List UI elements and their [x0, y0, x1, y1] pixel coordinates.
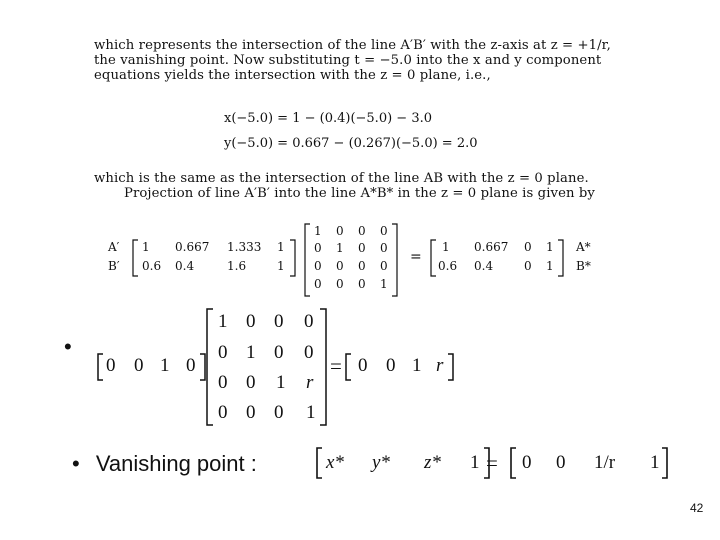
matrix-cell: 0: [314, 277, 322, 291]
equals-sign: =: [486, 451, 498, 475]
matrix-cell: 0: [274, 402, 284, 423]
matrix-cell: 1: [306, 402, 316, 423]
label-b-prime: B′: [108, 259, 120, 273]
matrix-cell: 1: [442, 240, 450, 254]
matrix-cell: 0: [358, 224, 366, 238]
vp-result-cell: 0: [556, 452, 566, 473]
matrix-cell: 0.6: [438, 259, 458, 273]
vanishing-point-equation: [314, 446, 684, 480]
matrix-cell: r: [306, 372, 314, 393]
matrix-cell: 0: [380, 241, 388, 255]
matrix-cell: 0.667: [175, 240, 210, 254]
matrix-cell: 0.4: [175, 259, 195, 273]
matrix-cell: 1: [380, 277, 388, 291]
matrix-cell: 0: [314, 259, 322, 273]
paragraph-1-line: which represents the intersection of the line A′B′ with the z-axis at z = +1/r,: [94, 38, 611, 53]
vp-result-cell: 1: [650, 452, 660, 473]
vp-vector-cell: y*: [372, 452, 390, 473]
matrix-cell: 0: [274, 311, 284, 332]
paragraph-2-line: Projection of line A′B′ into the line A*B* in the z = 0 plane is given by: [124, 186, 595, 201]
matrix-cell: 0: [380, 259, 388, 273]
vector-cell: 0: [358, 355, 368, 376]
paragraph-2-line: which is the same as the intersection of the line AB with the z = 0 plane.: [94, 171, 589, 186]
matrix-cell: 1.6: [227, 259, 247, 273]
matrix-cell: 1: [314, 224, 322, 238]
matrix-cell: 0: [524, 240, 532, 254]
vector-cell: 0: [106, 355, 116, 376]
matrix-cell: 0: [380, 224, 388, 238]
matrix-cell: 0: [524, 259, 532, 273]
matrix-cell: 1: [276, 372, 286, 393]
label-a-star: A*: [576, 240, 591, 254]
equation-x: x(−5.0) = 1 − (0.4)(−5.0) − 3.0: [224, 111, 432, 126]
matrix-cell: 0.667: [474, 240, 509, 254]
matrix-cell: 1: [277, 240, 285, 254]
matrix-cell: 0: [304, 342, 314, 363]
paragraph-2: [94, 171, 595, 201]
paragraph-1-line: the vanishing point. Now substituting t = −5.0 into the x and y component: [94, 53, 602, 68]
equals-sign: =: [330, 354, 342, 378]
vp-vector-cell: x*: [326, 452, 344, 473]
matrix-cell: 0: [274, 342, 284, 363]
matrix-cell: 1: [336, 241, 344, 255]
matrix-cell: 0: [336, 259, 344, 273]
vector-cell: 0: [186, 355, 196, 376]
page-number: 42: [690, 501, 704, 515]
paragraph-1: [94, 38, 611, 83]
equals-sign: =: [410, 249, 422, 265]
vector-cell: 0: [386, 355, 396, 376]
matrix-cell: 0: [246, 402, 256, 423]
equation-y: y(−5.0) = 0.667 − (0.267)(−5.0) = 2.0: [224, 136, 478, 151]
vector-cell: 0: [134, 355, 144, 376]
matrix-cell: 0: [246, 372, 256, 393]
matrix-cell: 1: [246, 342, 256, 363]
matrix-cell: 0: [246, 311, 256, 332]
matrix-cell: 1: [546, 259, 554, 273]
matrix-cell: 0: [358, 277, 366, 291]
matrix-cell: 1.333: [227, 240, 262, 254]
matrix-cell: 1: [546, 240, 554, 254]
paragraph-1-line: equations yields the intersection with the z = 0 plane, i.e.,: [94, 68, 491, 83]
projection-equation: [100, 222, 600, 302]
matrix-cell: 0.4: [474, 259, 494, 273]
bullet-1-equation: [96, 305, 476, 427]
matrix-cell: 0: [358, 259, 366, 273]
matrix-cell: 0: [358, 241, 366, 255]
vector-cell: 1: [160, 355, 170, 376]
matrix-cell: 0: [336, 277, 344, 291]
label-b-star: B*: [576, 259, 591, 273]
vector-cell: 1: [412, 355, 422, 376]
vector-cell: r: [436, 355, 444, 376]
bullet-2-marker: •: [72, 451, 80, 476]
label-a-prime: A′: [108, 240, 120, 254]
matrix-cell: 0: [218, 402, 228, 423]
matrix-cell: 1: [277, 259, 285, 273]
vanishing-point-label: Vanishing point :: [95, 451, 257, 476]
vp-result-cell: 1/r: [594, 452, 616, 473]
vp-result-bracket: [508, 446, 672, 480]
matrix-cell: 1: [142, 240, 150, 254]
vp-result-cell: 0: [522, 452, 532, 473]
matrix-cell: 0: [218, 372, 228, 393]
matrix-cell: 0: [218, 342, 228, 363]
bullet-1-marker: •: [64, 334, 72, 359]
matrix-cell: 0: [304, 311, 314, 332]
matrix-cell: 0.6: [142, 259, 162, 273]
vp-vector-cell: 1: [470, 452, 480, 473]
matrix-cell: 1: [218, 311, 228, 332]
bullet-2: [72, 451, 257, 477]
matrix-cell: 0: [336, 224, 344, 238]
matrix-cell: 0: [314, 241, 322, 255]
vp-vector-cell: z*: [424, 452, 441, 473]
